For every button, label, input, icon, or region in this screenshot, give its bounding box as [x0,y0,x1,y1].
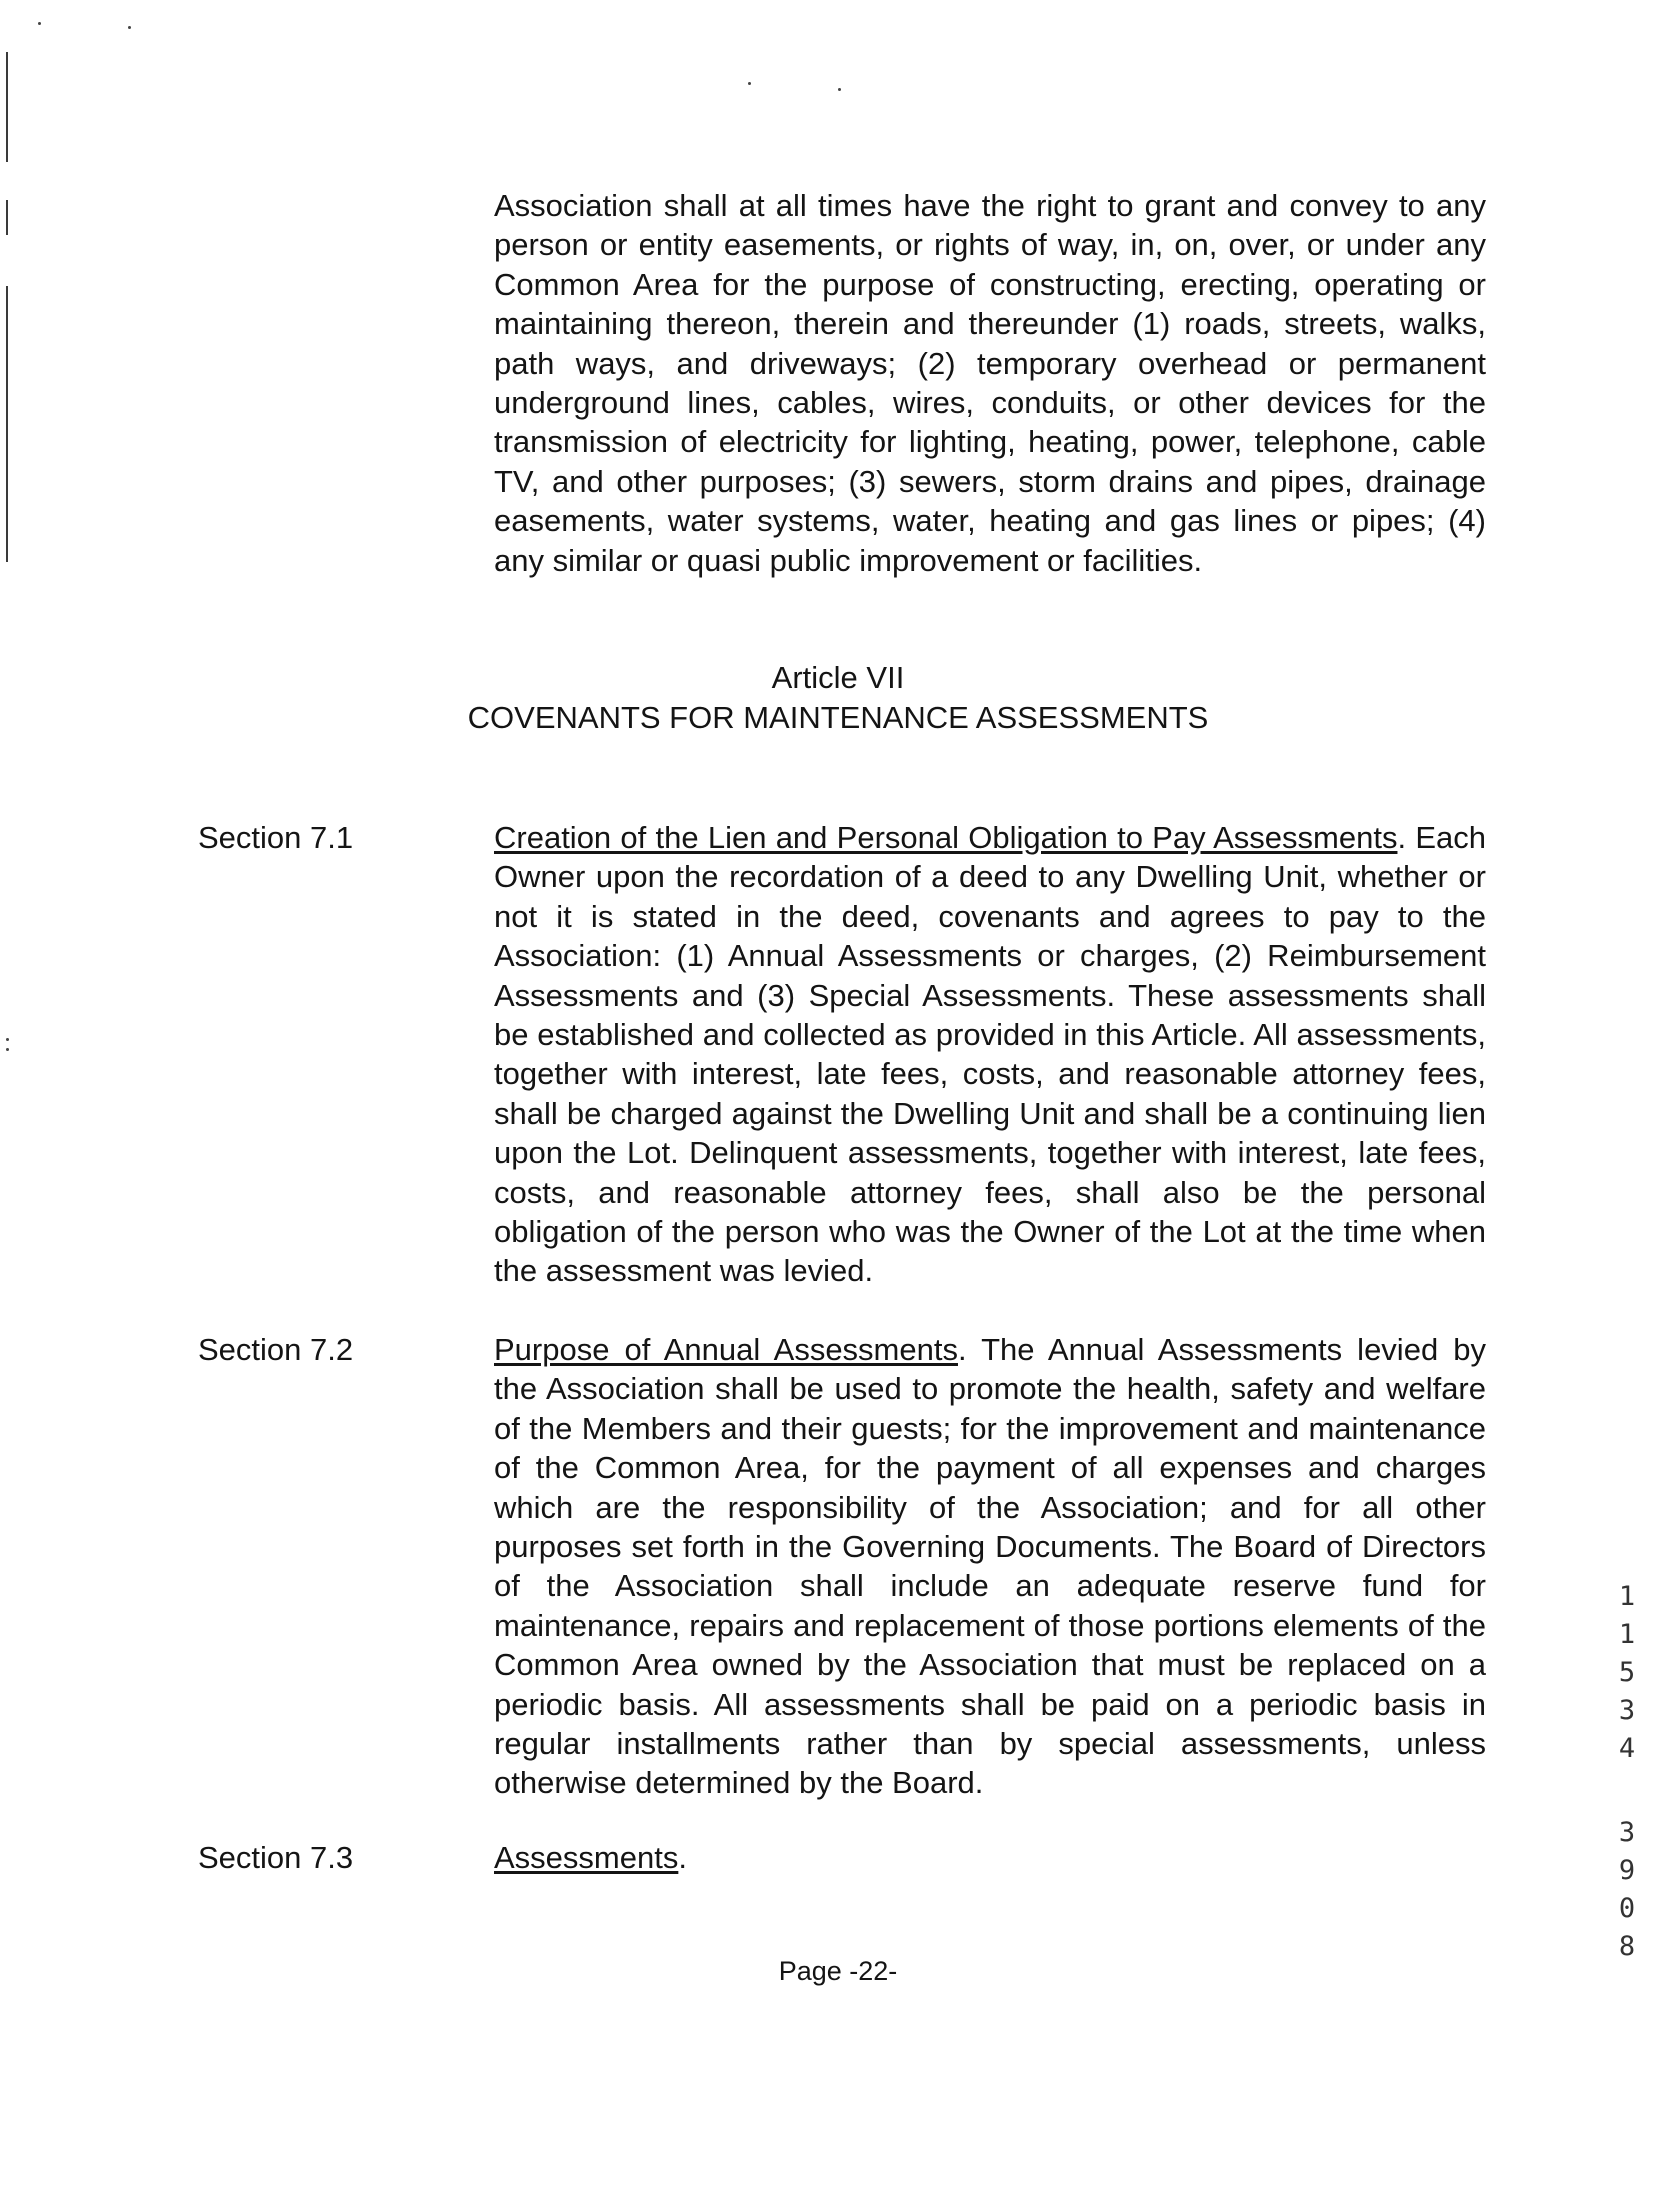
scan-speck [838,88,841,91]
scan-speck [128,26,131,29]
section-body: The Annual Assessments levied by the Association shall be used to promote the health, safety and welfare of the Members and their guests; for the improvement and maintenance of the Common Area, for the payment of all expenses and charges which are the responsibility of the Association; and for all other purposes set forth in the Governing Documents. The Board of Directors of the Association shall include an adequate reserve fund for maintenance, repairs and replacement of those portions elements of the Common Area owned by the Association that must be replaced on a periodic basis. All assessments shall be paid on a periodic basis in regular installments rather than by special assessments, unless otherwise determined by the Board. [494,1332,1486,1801]
scan-speck [38,22,41,25]
stamp-digit: 1 [1618,1581,1636,1612]
section-heading: Purpose of Annual Assessments [494,1332,958,1367]
scan-edge-mark [6,286,8,562]
section-label: Section 7.2 [198,1332,354,1367]
page-number: Page -22- [778,1956,898,1986]
scan-speck [6,1038,9,1041]
stamp-digit: 0 [1618,1893,1636,1924]
section-paragraph: Assessments. [494,1840,687,1875]
stamp-digit: 8 [1618,1931,1636,1962]
section-body: Each Owner upon the recordation of a deed to any Dwelling Unit, whether or not it is stated in the deed, covenants and agrees to pay to the Association: (1) Annual Assessments or charges, (2) Reimbursement Assessments and (3) Special Assessments. These assessments shall be established and collected as provided in this Article. All assessments, together with interest, late fees, costs, and reasonable attorney fees, shall be charged against the Dwelling Unit and shall be a continuing lien upon the Lot. Delinquent assessments, together with interest, late fees, costs, and reasonable attorney fees, shall also be the personal obligation of the person who was the Owner of the Lot at the time when the assessment was levied. [494,820,1486,1289]
scan-speck [6,1048,9,1051]
article-title: COVENANTS FOR MAINTENANCE ASSESSMENTS [467,700,1209,735]
section-paragraph: Creation of the Lien and Personal Obligation to Pay Assessments. Each Owner upon the recordation of a deed to any Dwelling Unit, whether or not it is stated in the deed, covenants and agrees to pay to the Association: (1) Annual Assessments or charges, (2) Reimbursement Assessments and (3) Special Assessments. These assessments shall be established and collected as provided in this Article. All assessments, together with interest, late fees, costs, and reasonable attorney fees, shall be charged against the Dwelling Unit and shall be a continuing lien upon the Lot. Delinquent assessments, together with interest, late fees, costs, and reasonable attorney fees, shall also be the personal obligation of the person who was the Owner of the Lot at the time when the assessment was levied. [494,820,1486,1289]
section-label: Section 7.1 [198,820,354,855]
article-heading [0,658,1676,738]
intro-paragraph: Association shall at all times have the right to grant and convey to any person or entity easements, or rights of way, in, on, over, or under any Common Area for the purpose of constructing, erecting, operating or maintaining thereon, therein and thereunder (1) roads, streets, walks, path ways, and driveways; (2) temporary overhead or permanent underground lines, cables, wires, conduits, or other devices for the transmission of electricity for lighting, heating, power, telephone, cable TV, and other purposes; (3) sewers, storm drains and pipes, drainage easements, water systems, water, heating and gas lines or pipes; (4) any similar or quasi public improvement or facilities. [494,188,1486,578]
stamp-digit: 1 [1618,1619,1636,1650]
stamp-digit: 9 [1618,1855,1636,1886]
stamp-gap [1612,1768,1642,1814]
recording-stamp [1612,1578,1642,1966]
scan-edge-mark [6,200,8,235]
section-heading: Assessments [494,1840,679,1875]
article-number: Article VII [771,660,905,695]
stamp-digit: 5 [1618,1657,1636,1688]
stamp-digit: 4 [1618,1733,1636,1764]
section-heading: Creation of the Lien and Personal Obligation to Pay Assessments [494,820,1398,855]
section-label: Section 7.3 [198,1840,354,1875]
stamp-digit: 3 [1618,1695,1636,1726]
scan-edge-mark [6,52,8,162]
stamp-digit: 3 [1618,1817,1636,1848]
section-paragraph: Purpose of Annual Assessments. The Annual Assessments levied by the Association shall be used to promote the health, safety and welfare of the Members and their guests; for the improvement and maintenance of the Common Area, for the payment of all expenses and charges which are the responsibility of the Association; and for all other purposes set forth in the Governing Documents. The Board of Directors of the Association shall include an adequate reserve fund for maintenance, repairs and replacement of those portions elements of the Common Area owned by the Association that must be replaced on a periodic basis. All assessments shall be paid on a periodic basis in regular installments rather than by special assessments, unless otherwise determined by the Board. [494,1332,1486,1801]
scan-speck [748,82,751,85]
